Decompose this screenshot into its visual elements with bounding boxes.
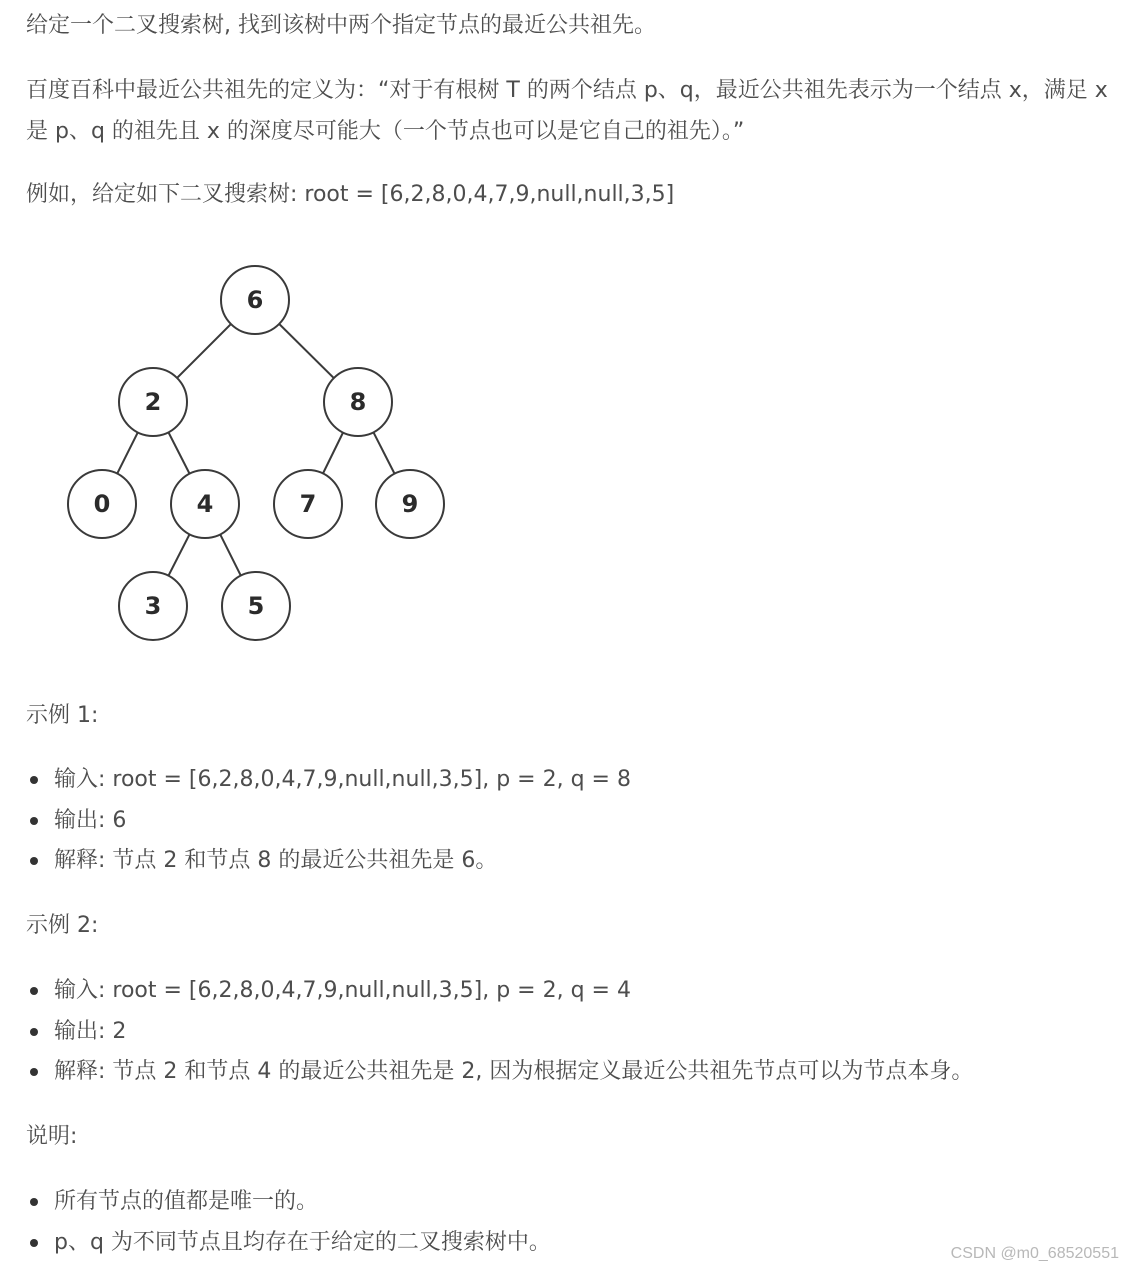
example2-input: 输入: root = [6,2,8,0,4,7,9,null,null,3,5], p = 2, q = 4 xyxy=(26,971,973,1012)
example1-input: 输入: root = [6,2,8,0,4,7,9,null,null,3,5], p = 2, q = 8 xyxy=(26,760,631,801)
tree-node-label: 6 xyxy=(246,286,264,314)
tree-node xyxy=(119,572,187,640)
tree-node-label: 3 xyxy=(144,592,162,620)
definition-text: 百度百科中最近公共祖先的定义为：“对于有根树 T 的两个结点 p、q，最近公共祖先表示为一个结点 x，满足 x 是 p、q 的祖先且 x 的深度尽可能大（一个节点也可以是它自己的祖先）。” xyxy=(26,78,1108,144)
binary-search-tree-diagram xyxy=(60,258,460,650)
intro-text: 给定一个二叉搜索树, 找到该树中两个指定节点的最近公共祖先。 xyxy=(26,13,656,38)
example2-list xyxy=(26,971,973,1093)
example1-list xyxy=(26,760,631,882)
example2-explanation: 解释: 节点 2 和节点 4 的最近公共祖先是 2, 因为根据定义最近公共祖先节点可以为节点本身。 xyxy=(26,1052,973,1093)
tree-node-label: 7 xyxy=(299,490,317,518)
example2-output: 输出: 2 xyxy=(26,1012,973,1053)
tree-node xyxy=(119,368,187,436)
tree-node-label: 0 xyxy=(93,490,111,518)
notes-heading: 说明: xyxy=(26,1124,78,1149)
tree-node xyxy=(274,470,342,538)
example-intro-text: 例如，给定如下二叉搜索树: root = [6,2,8,0,4,7,9,null,null,3,5] xyxy=(26,182,675,207)
tree-node xyxy=(221,266,289,334)
note-item: p、q 为不同节点且均存在于给定的二叉搜索树中。 xyxy=(26,1223,551,1264)
tree-node xyxy=(222,572,290,640)
tree-node xyxy=(376,470,444,538)
example1-explanation: 解释: 节点 2 和节点 8 的最近公共祖先是 6。 xyxy=(26,841,631,882)
tree-node-label: 8 xyxy=(349,388,367,416)
tree-node xyxy=(68,470,136,538)
csdn-watermark: CSDN @m0_68520551 xyxy=(950,1245,1119,1262)
tree-node-label: 9 xyxy=(401,490,419,518)
example2-heading: 示例 2: xyxy=(26,913,99,938)
tree-node-label: 2 xyxy=(144,388,162,416)
example1-heading: 示例 1: xyxy=(26,703,99,728)
note-item: 所有节点的值都是唯一的。 xyxy=(26,1182,551,1223)
notes-list xyxy=(26,1182,551,1263)
tree-node-label: 4 xyxy=(196,490,214,518)
example1-output: 输出: 6 xyxy=(26,801,631,842)
tree-node-label: 5 xyxy=(247,592,265,620)
tree-node xyxy=(171,470,239,538)
tree-node xyxy=(324,368,392,436)
